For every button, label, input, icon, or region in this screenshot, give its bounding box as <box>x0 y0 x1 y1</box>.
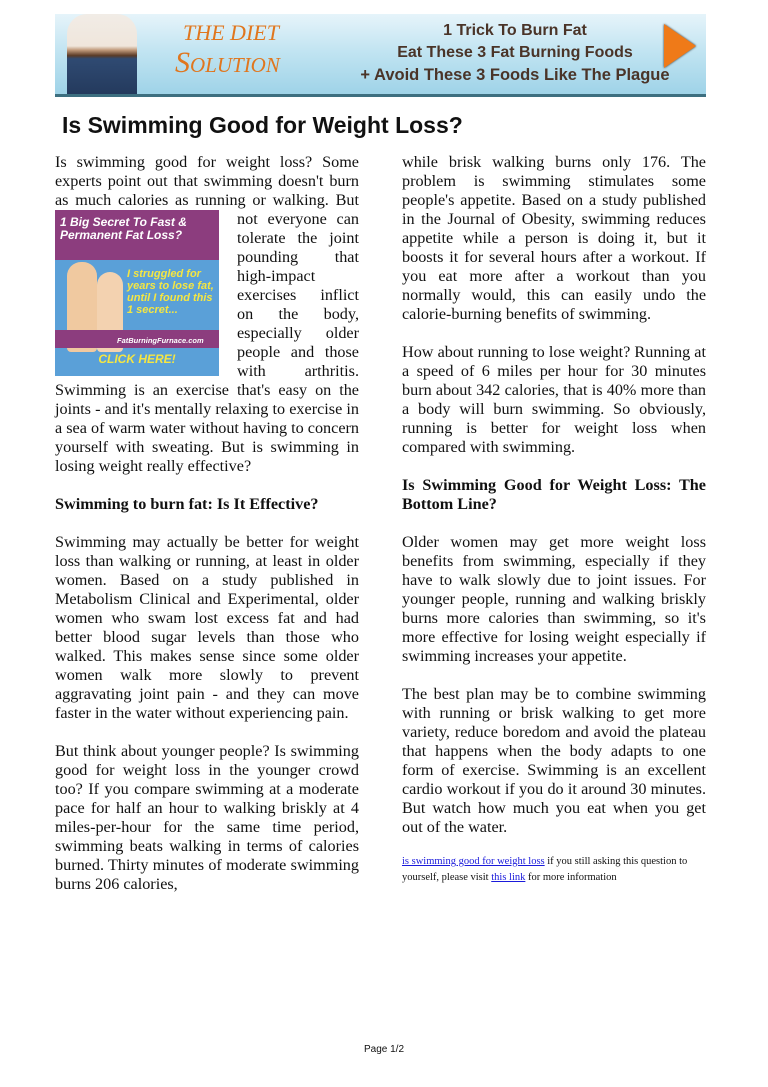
paragraph: Older women may get more weight loss benefits from swimming, especially if they have to walk slowly due to joint issues. For younger people, running and walking briskly burns more calories than swimming, so it's more effective for losing weight especially if swimming increases your appetite. <box>402 533 706 665</box>
paragraph: How about running to lose weight? Running at a speed of 6 miles per hour for 30 minutes burn about 342 calories, that is 40% more than a body will burn swimming. So obviously, running is better for weight loss when compared with swimming. <box>402 343 706 456</box>
page-title: Is Swimming Good for Weight Loss? <box>62 112 463 138</box>
section-heading: Swimming to burn fat: Is It Effective? <box>55 495 319 513</box>
page-number: Page 1/2 <box>363 1044 405 1055</box>
ad-message: I struggled for years to lose fat, until I found this 1 secret... <box>127 268 214 316</box>
paragraph: The best plan may be to combine swimming with running or brisk walking to get more variety, reduce boredom and avoid the plateau that happens when the body adapts to one form of exercise. Swimming is an excellent cardio workout if you do it around 30 minutes. But watch how much you eat when you get out of the water. <box>402 685 706 836</box>
banner-brand-line2: Solution <box>175 46 280 79</box>
diet-solution-banner-ad[interactable] <box>55 14 706 97</box>
paragraph <box>55 153 359 476</box>
banner-person-image <box>67 14 137 94</box>
banner-text <box>345 20 685 86</box>
paragraph-text: Is swimming good for weight loss? Some experts point out that swimming doesn't burn as much calories as running or walking. But not everyone can tolerate the joint pounding that high-impact exercises inflict on the body, especially older people and those with arthritis. Swimming is an exercise that's easy on the joints - and it's mentally relaxing to exercise in a sea of warm water without having to concern yourself with sweating. But is swimming in losing weight really effective? <box>55 153 359 475</box>
banner-line: Eat These 3 Fat Burning Foods <box>397 44 633 61</box>
paragraph: while brisk walking burns only 176. The problem is swimming stimulates some people's appetite. Based on a study published in the Journal of Obesity, swimming reduces appetite while a person is doing it, but it boosts it for several hours after a workout. If you eat more after a workout than you normally would, this can easily undo the calorie-burning benefits of swimming. <box>402 153 706 323</box>
right-column <box>402 153 706 905</box>
swimming-weight-loss-link[interactable]: is swimming good for weight loss <box>402 856 545 867</box>
ad-url: FatBurningFurnace.com <box>117 336 204 345</box>
note-text: if you still asking this question to yourself, please visit <box>402 856 688 883</box>
banner-line: 1 Trick To Burn Fat <box>443 22 587 39</box>
this-link[interactable]: this link <box>491 872 526 883</box>
banner-line: + Avoid These 3 Foods Like The Plague <box>360 66 670 84</box>
paragraph: Swimming may actually be better for weight loss than walking or running, at least in older women. Based on a study published in Metabolism Clinical and Experimental, older women who swam lost excess fat and had better blood sugar levels than those who walked. This makes sense since some older women walk more slowly to prevent aggravating joint pain - and they can move faster in the water without experiencing pain. <box>55 533 359 722</box>
play-arrow-icon[interactable] <box>664 24 696 68</box>
paragraph: But think about younger people? Is swimming good for weight loss in the younger crowd too? If you compare swimming at a moderate pace for half an hour to walking briskly at 4 miles-per-hour for the same time period, swimming beats walking in terms of calories burned. Thirty minutes of moderate swimming burns 206 calories, <box>55 742 359 893</box>
ad-headline: 1 Big Secret To Fast & Permanent Fat Loss? <box>55 210 219 260</box>
note-text: for more information <box>525 872 617 883</box>
more-info-note <box>402 854 706 886</box>
banner-brand-line1: THE DIET <box>183 20 279 45</box>
ad-click-here[interactable]: CLICK HERE! <box>98 352 176 366</box>
left-column <box>55 153 359 913</box>
section-heading: Is Swimming Good for Weight Loss: The Bottom Line? <box>402 476 706 513</box>
fat-loss-ad-image[interactable] <box>55 210 219 376</box>
